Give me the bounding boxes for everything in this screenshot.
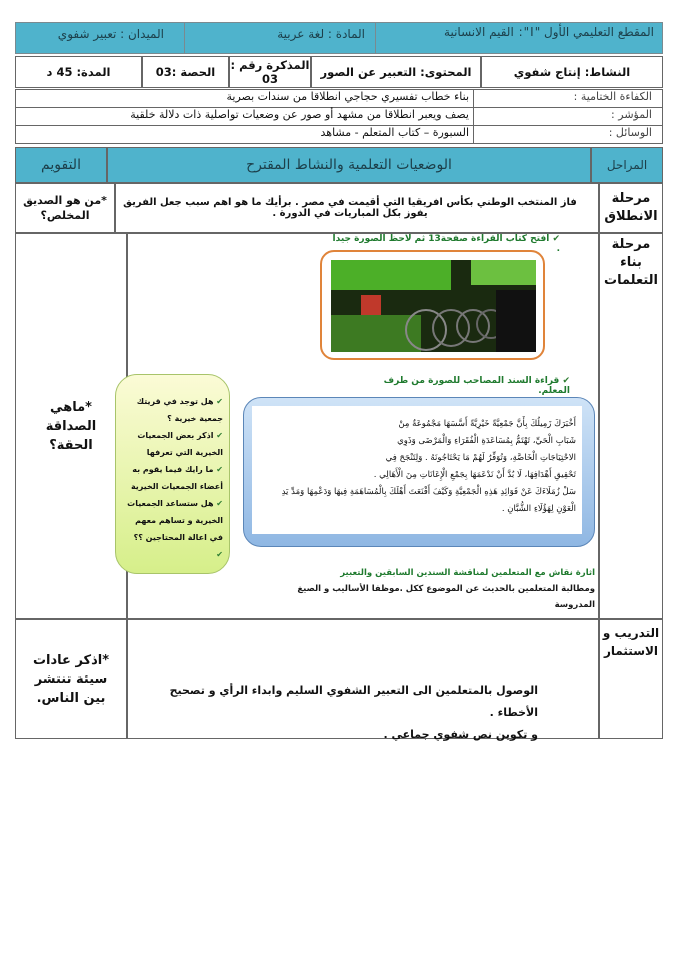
checkmark-icon: ✔: [216, 550, 223, 559]
reading-line: شَبَابِ الْحَيِّ، تَهْتَمُّ بِمُسَاعَدَةِ الْفُقَرَاءِ وَالْمَرْضَى وَذَوِي: [397, 436, 576, 446]
info-row: [15, 56, 663, 88]
question-item: [122, 495, 223, 546]
reading-text-box: [243, 397, 595, 547]
memo-cell: المذكرة رقم : 03: [230, 58, 310, 86]
evaluation-cell: *من هو الصديق المخلص؟: [15, 183, 115, 233]
practice-line-2: و تكوين نص شفوي جماعي .: [383, 728, 538, 741]
reading-line: أَخْبَرَكَ زَمِيلُكَ بِأَنَّ جَمْعِيَّةً خَيْرِيَّةً أَسَّسَهَا مَجْمُوعَةٌ مِنْ: [398, 419, 576, 429]
question-item: [122, 427, 223, 461]
instruction-text: قراءة السند المصاحب للصورة من طرف المعلم.: [383, 376, 570, 396]
checkmark-icon: ✔: [213, 431, 223, 440]
header-row: [15, 22, 663, 54]
question-text: اذكر بعض الجمعيات الخيرية التي تعرفها: [137, 431, 223, 457]
instruction-text: افتح كتاب القراءة صفحة13 ثم لاحظ الصورة جيدا .: [332, 234, 560, 254]
details-block: [15, 89, 663, 144]
evaluation-cell: *اذكر عادات سيئة تنتشر بين الناس.: [15, 619, 127, 739]
photo-illustration: [331, 260, 536, 352]
activity-cell: فاز المنتخب الوطني بكأس افريقيا التي أقيمت في مصر . برأيك ما هو اهم سبب جعل الفريق يفوز بكل المباريات في الدورة .: [115, 183, 599, 233]
detail-row: [15, 89, 663, 107]
instruction-read-text: [380, 376, 570, 396]
activity-cell: النشاط: إنتاج شفوي: [481, 56, 663, 88]
question-item: [122, 546, 223, 563]
checkmark-icon: ✔: [213, 499, 223, 508]
discussion-line-2: ومطالبة المتعلمين بالحديث عن الموضوع ككل .موظفا الأساليب و الصيغ المدروسة: [297, 584, 595, 610]
question-item: [122, 393, 223, 427]
detail-label: الكفاءة الختامية :: [473, 90, 662, 107]
reading-line: الْعَوْنِ لِهَؤُلَاءِ الشُّبَّانِ .: [501, 504, 576, 514]
table-row: [15, 183, 663, 233]
header-subject: المادة : لغة عربية: [184, 23, 375, 53]
question-item: [122, 461, 223, 495]
reading-text-inner: [252, 406, 582, 534]
content-cell: المحتوى: التعبير عن الصور: [311, 56, 481, 88]
table-row: [15, 619, 663, 739]
question-text: ما رايك فيما يقوم به أعضاء الجمعيات الخيرية: [130, 465, 223, 491]
detail-row: [15, 107, 663, 125]
reading-line: سَلْ زُمَلَاءَكَ عَنْ فَوَائِدِ هَذِهِ الْجَمْعِيَّةِ وَكَيْفَ أَقْنَعَتَ أَهْلَكَ بِالْمُسَاهَمَةِ فِيهَا وَدَعْمِهَا وَمَدِّ يَدِ: [281, 487, 576, 497]
checkmark-icon: ✔: [213, 465, 223, 474]
discussion-line-1: اثارة نقاش مع المتعلمين لمناقشة السندين السابقين والتعبير: [340, 568, 595, 578]
session-cell: الحصة :03: [142, 56, 229, 88]
reading-line: الاحْتِيَاجَاتِ الْخَاصَّةِ، وَتُوَفِّرُ لَهُمْ مَا يَحْتَاجُونَهُ . وَلِتَنْجَحَ فِي: [385, 453, 576, 463]
stage-cell: مرحلة الانطلاق: [599, 183, 663, 233]
checkmark-icon: ✔: [562, 376, 570, 386]
reading-line: تَحْقِيقِ أَهْدَافِهَا، لَا بُدَّ أَنْ نَدْعَمَهَا بِجَمْعِ الْإِعَانَاتِ مِنَ الْأَهَالِي .: [373, 470, 576, 480]
discussion-text: [290, 565, 595, 613]
checkmark-icon: ✔: [213, 397, 223, 406]
checkmark-icon: ✔: [552, 234, 560, 244]
stage-cell: التدريب و الاستثمار: [599, 619, 663, 739]
practice-line-1: الوصول بالمتعلمين الى التعبير الشفوي السليم وابداء الرأي و تصحيح الأخطاء .: [169, 684, 538, 719]
col-evaluation: التقويم: [15, 147, 107, 183]
header-segment: المقطع التعليمي الأول "I": القيم الانسانية: [375, 23, 662, 53]
detail-label: المؤشر :: [473, 108, 662, 125]
question-text: هل توجد في قريتك جمعية خيرية ؟: [136, 397, 223, 423]
question-text: هل ستساعد الجمعيات الخيرية و تساهم معهم في اعالة المحتاجين ؟؟: [127, 499, 223, 542]
activity-cell: [127, 619, 599, 739]
detail-value: يصف ويعبر انطلاقا من مشهد أو صور عن وضعيات تواصلية ذات دلالة خلقية: [130, 108, 469, 121]
evaluation-cell: *ماهي الصداقة الحقة؟: [15, 233, 127, 619]
detail-value: بناء خطاب تفسيري حجاجي انطلاقا من سندات بصرية: [226, 90, 469, 103]
detail-row: [15, 125, 663, 144]
col-stages: المراحل: [591, 147, 663, 183]
table-header: [15, 147, 663, 183]
detail-label: الوسائل :: [473, 126, 662, 143]
header-field: الميدان : تعبير شفوي: [57, 27, 164, 41]
stage-cell: مرحلة بناء التعلمات: [599, 233, 663, 619]
wheelchairs-photo: [320, 250, 545, 360]
questions-box: [115, 374, 230, 574]
col-activities: الوضعيات التعلمية والنشاط المقترح: [107, 147, 591, 183]
duration-cell: المدة: 45 د: [15, 56, 142, 88]
detail-value: السبورة – كتاب المتعلم - مشاهد: [320, 126, 469, 139]
